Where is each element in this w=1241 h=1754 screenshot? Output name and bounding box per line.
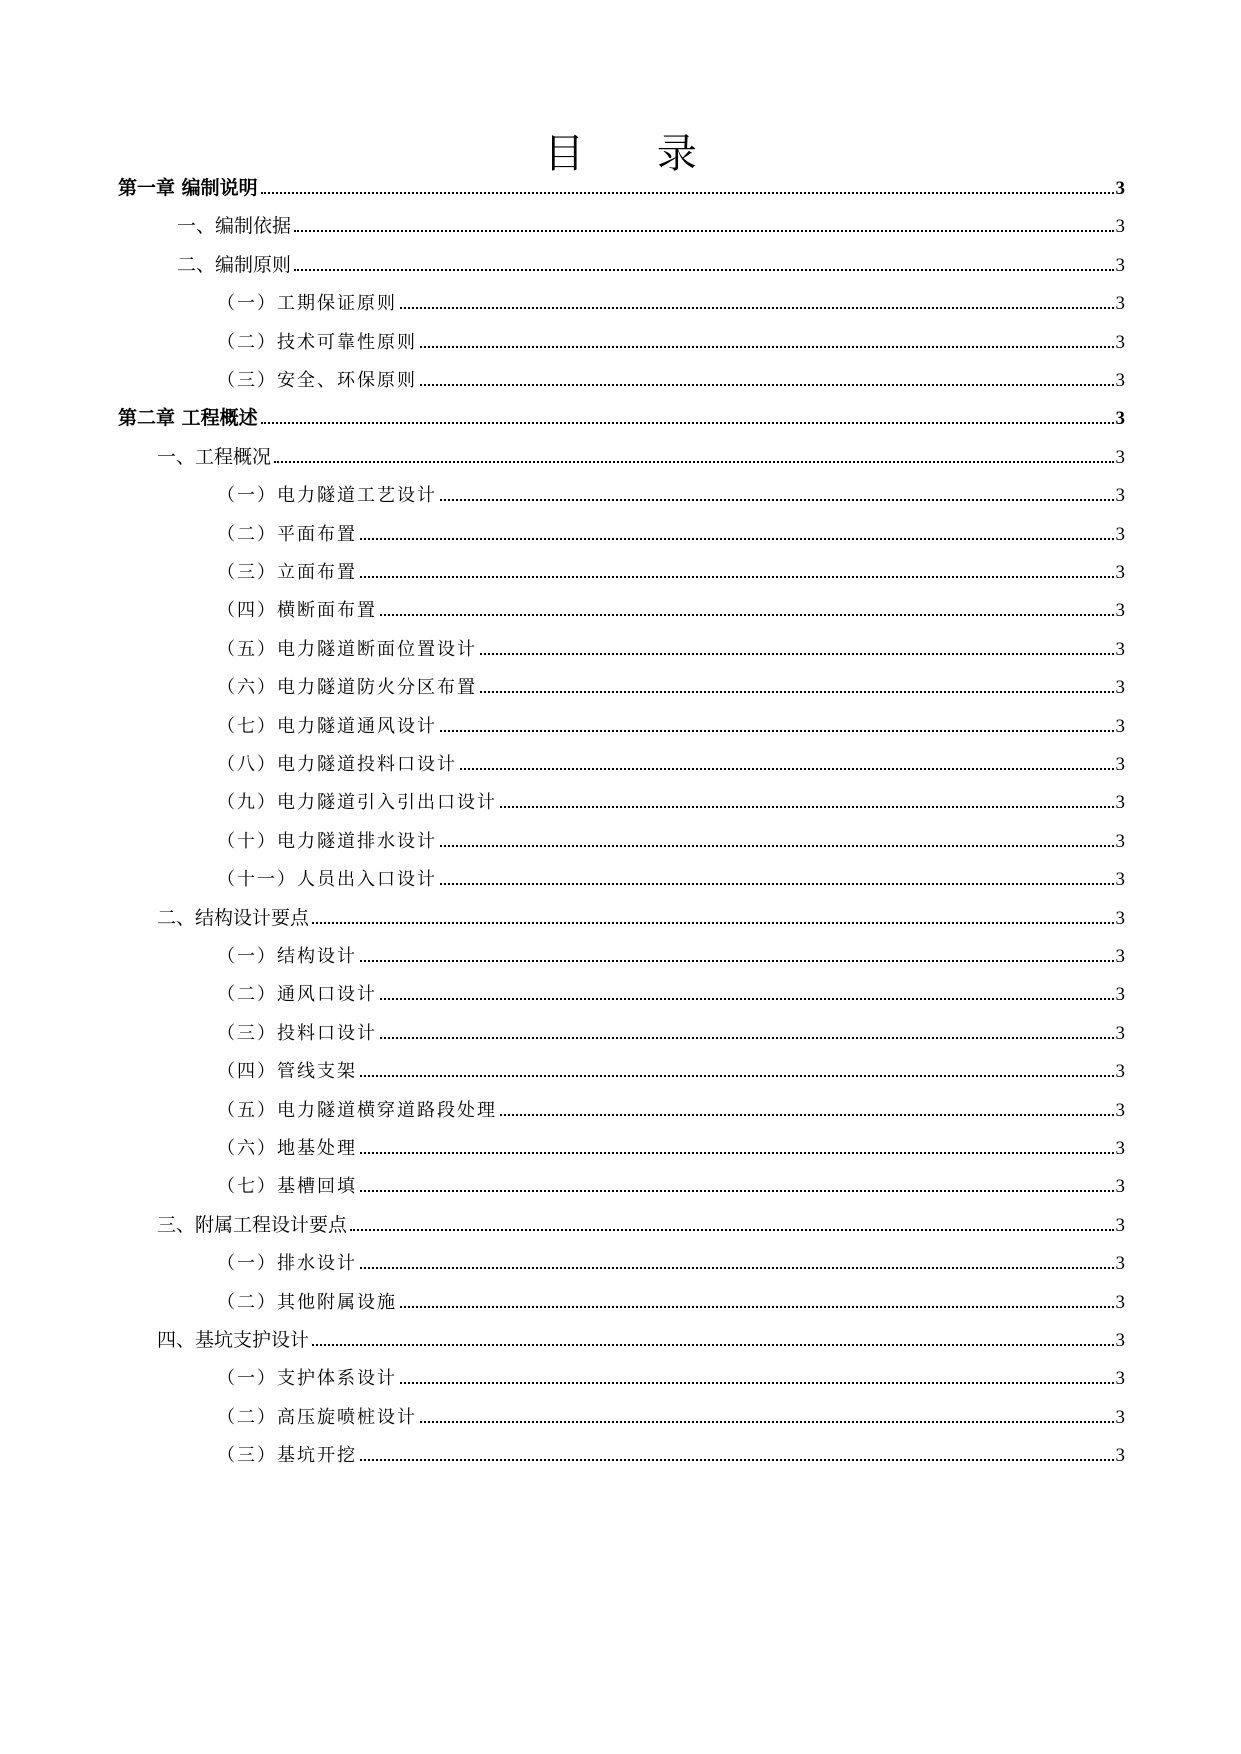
toc-entry[interactable] bbox=[177, 247, 1125, 277]
toc-entry-page-number: 3 bbox=[1115, 1330, 1125, 1351]
toc-entry-text: （二）高压旋喷桩设计 bbox=[217, 1406, 417, 1428]
toc-dot-leader bbox=[440, 845, 1114, 847]
toc-entry-text: （一）支护体系设计 bbox=[217, 1368, 397, 1390]
toc-dot-leader bbox=[360, 1267, 1114, 1269]
toc-dot-leader bbox=[440, 499, 1114, 501]
toc-entry-text: （三）投料口设计 bbox=[217, 1022, 377, 1044]
toc-entry[interactable] bbox=[217, 516, 1125, 546]
toc-dot-leader bbox=[460, 768, 1114, 770]
toc-dot-leader bbox=[360, 1459, 1114, 1461]
toc-entry-text: （七）电力隧道通风设计 bbox=[217, 715, 437, 737]
toc-entry[interactable] bbox=[217, 1015, 1125, 1045]
toc-dot-leader bbox=[380, 998, 1114, 1000]
toc-dot-leader bbox=[440, 883, 1114, 885]
toc-entry-page-number: 3 bbox=[1115, 869, 1125, 891]
toc-entry-page-number: 3 bbox=[1115, 1291, 1125, 1313]
toc-entry[interactable] bbox=[217, 362, 1125, 392]
toc-entry[interactable] bbox=[217, 324, 1125, 354]
toc-entry-page-number: 3 bbox=[1115, 1445, 1125, 1467]
toc-entry-text: 三、附属工程设计要点 bbox=[157, 1213, 348, 1236]
toc-dot-leader bbox=[360, 538, 1114, 540]
toc-entry[interactable] bbox=[217, 823, 1125, 853]
toc-dot-leader bbox=[400, 1382, 1114, 1384]
toc-dot-leader bbox=[500, 1114, 1114, 1116]
toc-entry-page-number: 3 bbox=[1115, 1176, 1125, 1198]
toc-entry[interactable] bbox=[217, 784, 1125, 814]
toc-dot-leader bbox=[350, 1229, 1113, 1231]
toc-dot-leader bbox=[480, 653, 1114, 655]
toc-entry[interactable] bbox=[157, 1322, 1125, 1352]
toc-entry-page-number: 3 bbox=[1115, 907, 1125, 929]
toc-entry-text: （十一）人员出入口设计 bbox=[217, 869, 437, 891]
toc-entry[interactable] bbox=[217, 592, 1125, 622]
toc-entry-text: （一）电力隧道工艺设计 bbox=[217, 485, 437, 507]
toc-entry[interactable] bbox=[217, 1092, 1125, 1122]
toc-entry[interactable] bbox=[177, 208, 1125, 238]
toc-entry[interactable] bbox=[157, 439, 1125, 469]
toc-entry-text: （六）地基处理 bbox=[217, 1138, 357, 1159]
toc-dot-leader bbox=[360, 1152, 1114, 1154]
toc-entry-page-number: 3 bbox=[1115, 754, 1125, 775]
toc-entry-page-number: 3 bbox=[1115, 254, 1125, 276]
toc-entry[interactable] bbox=[217, 631, 1125, 661]
toc-entry[interactable] bbox=[217, 669, 1125, 699]
toc-entry[interactable] bbox=[217, 746, 1125, 776]
toc-entry-page-number: 3 bbox=[1115, 1406, 1125, 1428]
toc-dot-leader bbox=[500, 806, 1114, 808]
toc-dot-leader bbox=[400, 307, 1114, 309]
toc-title: 目 录 bbox=[544, 131, 727, 177]
toc-entry-page-number: 3 bbox=[1115, 1138, 1125, 1159]
toc-dot-leader bbox=[440, 730, 1114, 732]
toc-entry-text: （五）电力隧道断面位置设计 bbox=[217, 638, 477, 660]
toc-entry[interactable] bbox=[217, 1245, 1125, 1275]
toc-entry-page-number: 3 bbox=[1115, 178, 1125, 199]
toc-entry[interactable] bbox=[217, 1360, 1125, 1390]
toc-entry-text: （十）电力隧道排水设计 bbox=[217, 830, 437, 852]
toc-entry[interactable] bbox=[217, 1053, 1125, 1083]
toc-entry-page-number: 3 bbox=[1115, 677, 1125, 699]
toc-dot-leader bbox=[360, 960, 1114, 962]
toc-entry[interactable] bbox=[217, 1130, 1125, 1160]
toc-dot-leader bbox=[360, 576, 1114, 578]
toc-dot-leader bbox=[274, 461, 1113, 463]
toc-dot-leader bbox=[261, 192, 1114, 194]
toc-entry[interactable] bbox=[217, 285, 1125, 315]
toc-entry-text: 二、编制原则 bbox=[177, 253, 292, 276]
toc-entry-text: （七）基槽回填 bbox=[217, 1176, 357, 1198]
toc-entry-page-number: 3 bbox=[1115, 638, 1125, 660]
toc-entry-page-number: 3 bbox=[1115, 600, 1125, 622]
toc-dot-leader bbox=[360, 1075, 1114, 1077]
toc-entry-page-number: 3 bbox=[1115, 984, 1125, 1006]
toc-entry-text: （二）技术可靠性原则 bbox=[217, 331, 417, 353]
toc-entry-text: （九）电力隧道引入引出口设计 bbox=[217, 792, 497, 814]
toc-dot-leader bbox=[480, 691, 1114, 693]
toc-entry-page-number: 3 bbox=[1115, 1368, 1125, 1390]
toc-dot-leader bbox=[261, 422, 1114, 424]
toc-entry-page-number: 3 bbox=[1115, 946, 1125, 967]
toc-entry-text: 二、结构设计要点 bbox=[157, 906, 310, 929]
toc-entry[interactable] bbox=[217, 708, 1125, 738]
toc-entry-text: 四、基坑支护设计 bbox=[157, 1329, 310, 1351]
toc-entry-text: （一）工期保证原则 bbox=[217, 293, 397, 315]
toc-entry[interactable] bbox=[118, 170, 1125, 200]
toc-entry-page-number: 3 bbox=[1115, 792, 1125, 814]
toc-entry-text: （三）安全、环保原则 bbox=[217, 370, 417, 391]
toc-entry-page-number: 3 bbox=[1115, 216, 1125, 238]
toc-entry-text: （三）立面布置 bbox=[217, 562, 357, 583]
toc-dot-leader bbox=[294, 269, 1113, 271]
toc-dot-leader bbox=[294, 230, 1113, 232]
toc-entry-page-number: 3 bbox=[1115, 446, 1125, 468]
toc-entry-text: （二）其他附属设施 bbox=[217, 1291, 397, 1313]
toc-entry-page-number: 3 bbox=[1115, 331, 1125, 353]
toc-entry-page-number: 3 bbox=[1115, 370, 1125, 391]
toc-entry-text: 第二章 工程概述 bbox=[118, 407, 258, 430]
toc-dot-leader bbox=[420, 1421, 1114, 1423]
toc-entry[interactable] bbox=[217, 1284, 1125, 1314]
toc-entry[interactable] bbox=[157, 1207, 1125, 1237]
toc-entry[interactable] bbox=[217, 1168, 1125, 1198]
toc-entry-page-number: 3 bbox=[1115, 523, 1125, 545]
toc-entry-page-number: 3 bbox=[1115, 1253, 1125, 1275]
toc-entry-page-number: 3 bbox=[1115, 562, 1125, 583]
toc-entry-text: （二）通风口设计 bbox=[217, 984, 377, 1006]
toc-dot-leader bbox=[420, 384, 1114, 386]
toc-entry[interactable] bbox=[118, 400, 1125, 430]
toc-entry-page-number: 3 bbox=[1115, 485, 1125, 507]
toc-entry[interactable] bbox=[217, 477, 1125, 507]
toc-entry-page-number: 3 bbox=[1115, 408, 1125, 430]
toc-entry-page-number: 3 bbox=[1115, 1022, 1125, 1044]
toc-entry[interactable] bbox=[157, 900, 1125, 930]
toc-entry-page-number: 3 bbox=[1115, 1214, 1125, 1236]
toc-entry-text: （三）基坑开挖 bbox=[217, 1445, 357, 1467]
toc-entry[interactable] bbox=[217, 976, 1125, 1006]
toc-entry[interactable] bbox=[217, 1399, 1125, 1429]
toc-entry[interactable] bbox=[217, 938, 1125, 968]
toc-dot-leader bbox=[380, 1037, 1114, 1039]
toc-entry-page-number: 3 bbox=[1115, 830, 1125, 852]
toc-entry-text: 一、工程概况 bbox=[157, 445, 272, 468]
toc-entry-text: （五）电力隧道横穿道路段处理 bbox=[217, 1099, 497, 1121]
toc-entry-page-number: 3 bbox=[1115, 1099, 1125, 1121]
toc-entry-text: （一）结构设计 bbox=[217, 946, 357, 967]
toc-entry-text: （四）管线支架 bbox=[217, 1061, 357, 1083]
toc-entry-text: 第一章 编制说明 bbox=[118, 177, 258, 199]
toc-entry-text: （一）排水设计 bbox=[217, 1253, 357, 1275]
toc-dot-leader bbox=[400, 1306, 1114, 1308]
toc-entry[interactable] bbox=[217, 1437, 1125, 1467]
toc-entry[interactable] bbox=[217, 554, 1125, 584]
toc-entry-page-number: 3 bbox=[1115, 1061, 1125, 1083]
toc-dot-leader bbox=[380, 614, 1114, 616]
toc-entry[interactable] bbox=[217, 861, 1125, 891]
toc-entry-text: 一、编制依据 bbox=[177, 215, 292, 238]
toc-dot-leader bbox=[312, 922, 1113, 924]
toc-dot-leader bbox=[420, 346, 1114, 348]
toc-entry-page-number: 3 bbox=[1115, 715, 1125, 737]
toc-entry-text: （四）横断面布置 bbox=[217, 600, 377, 622]
toc-entry-page-number: 3 bbox=[1115, 293, 1125, 315]
toc-dot-leader bbox=[312, 1344, 1113, 1346]
toc-entry-text: （二）平面布置 bbox=[217, 523, 357, 545]
toc-entry-text: （六）电力隧道防火分区布置 bbox=[217, 677, 477, 699]
toc-entry-text: （八）电力隧道投料口设计 bbox=[217, 754, 457, 775]
toc-dot-leader bbox=[360, 1190, 1114, 1192]
